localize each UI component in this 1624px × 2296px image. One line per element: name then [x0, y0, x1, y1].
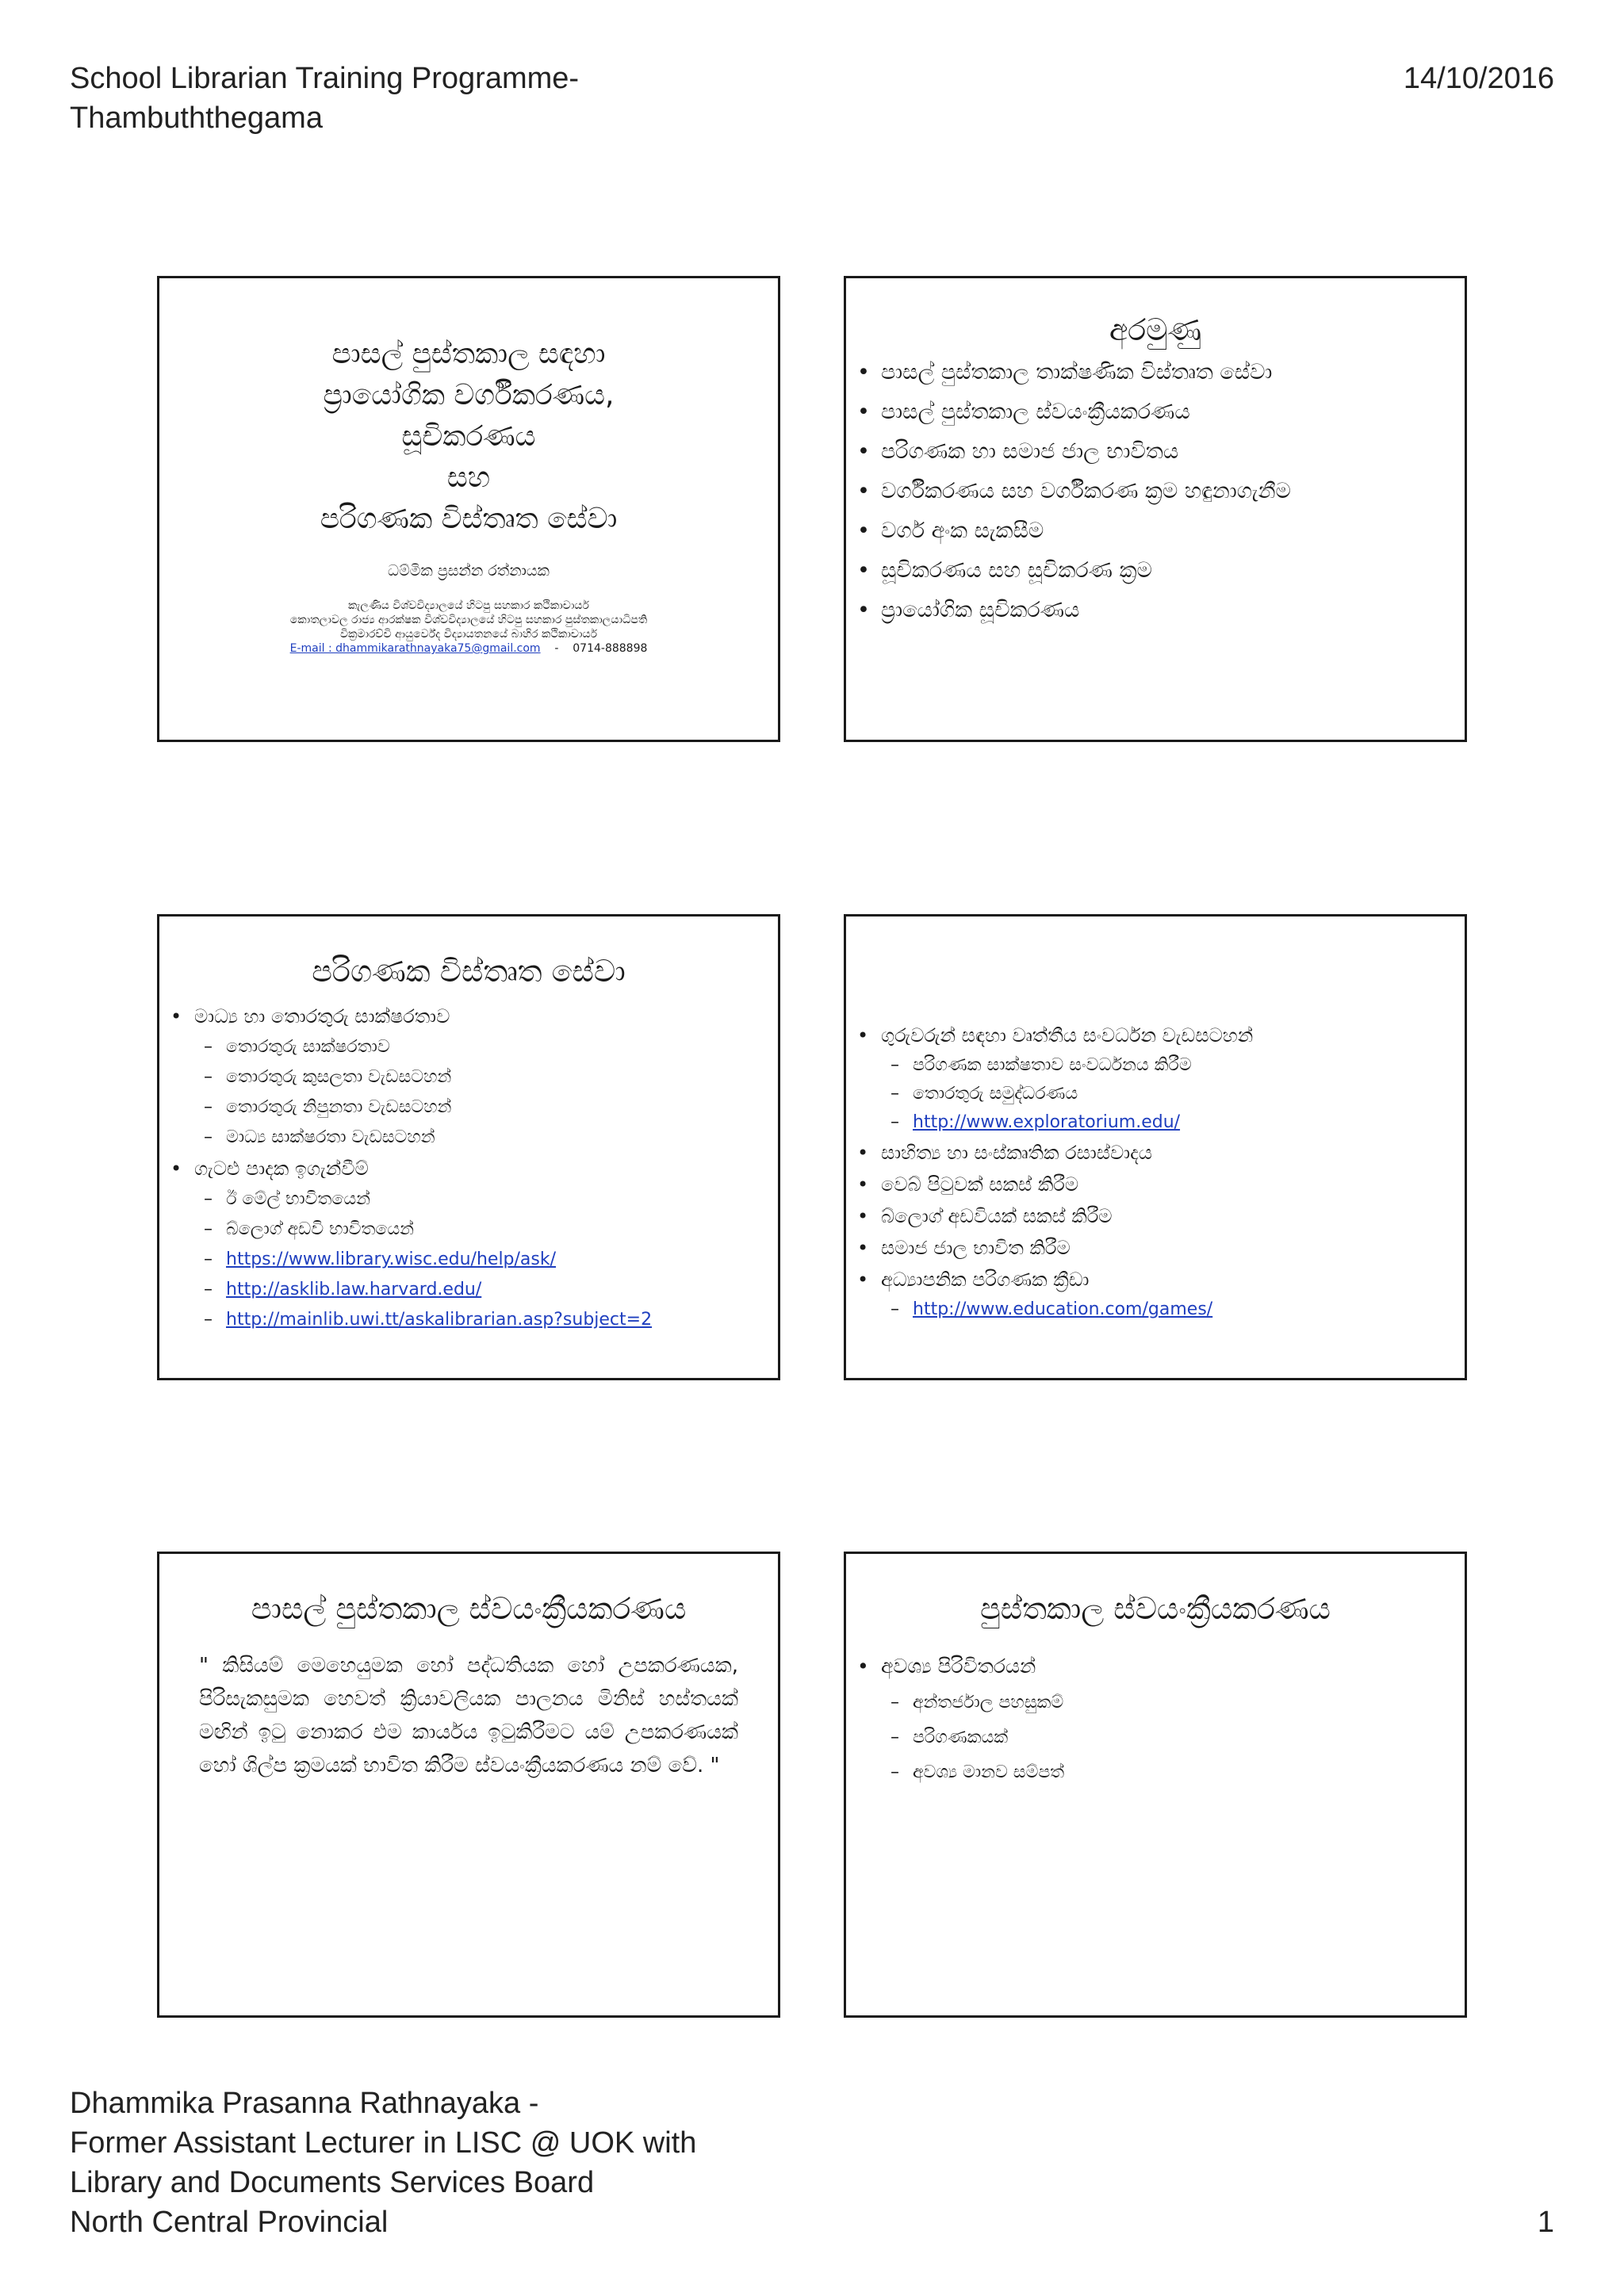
list-item: • සමාජ ජාල භාවිත කිරීම [881, 1232, 1465, 1264]
list-item: • වර්ග අංක සැකසීම [881, 511, 1465, 551]
sub-item [226, 1275, 778, 1305]
list-item: • පරිගණක හා සමාජ ජාල භාවිතය [881, 432, 1465, 472]
affiliation-line: වික්‍රමාරච්චි ආයුර්වේද විද්‍යායතනයේ බාහිර කථිකාචාර්ය [339, 628, 598, 641]
list-item: • වෙබ් පිටුවක් සකස් කිරීම [881, 1169, 1465, 1200]
sub-list [881, 1295, 1465, 1324]
sub-item [913, 1108, 1465, 1137]
link-education-games[interactable]: http://www.education.com/games/ [913, 1299, 1213, 1319]
sub-item: – තොරතුරු සාක්ෂරතාව [226, 1032, 778, 1062]
footer-line: Former Assistant Lecturer in LISC @ UOK with [70, 2126, 697, 2160]
list-item: • පාසල් පුස්තකාල ස්වයංක්‍රීයකරණය [881, 392, 1465, 432]
list-item [881, 1647, 1465, 1790]
list-item: • ප්‍රායෝගික සූචිකරණය [881, 591, 1465, 630]
header-title-line1: School Librarian Training Programme- [70, 62, 580, 95]
slide-1-affiliations [159, 599, 778, 641]
slide-2-title: අරමුණු [1109, 312, 1202, 347]
services-list [846, 1020, 1465, 1324]
sub-item: – තොරතුරු කුසලතා වැඩසටහන් [226, 1062, 778, 1093]
sub-item [913, 1295, 1465, 1324]
slide-1-title-line: සහ [446, 461, 491, 494]
slide-services-continued [844, 914, 1467, 1380]
sub-list [194, 1032, 778, 1153]
list-item: • සූචිකරණය සහ සූචිකරණ ක්‍රම [881, 551, 1465, 591]
document-footer [70, 2084, 863, 2242]
sub-item: – පරිගණකයක් [913, 1720, 1465, 1755]
contact-separator: - [554, 642, 559, 655]
group-label: ගැටළු පාදක ඉගැන්වීම් [194, 1158, 369, 1180]
slide-1-contact [159, 641, 778, 656]
slide-1-title-line: පරිගණක විස්තෘත සේවා [320, 503, 618, 535]
slide-objectives [844, 276, 1467, 742]
slide-5-title: පාසල් පුස්තකාල ස්වයංක්‍රීයකරණය [251, 1591, 687, 1626]
link-harvard[interactable]: http://asklib.law.harvard.edu/ [226, 1280, 482, 1299]
sub-item: – මාධ්‍ය සාක්ෂරතා වැඩසටහන් [226, 1123, 778, 1153]
list-item [881, 1020, 1465, 1137]
document-header-title [70, 59, 704, 138]
sub-item: – පරිගණක සාක්ෂතාව සංවර්ධනය කිරීම [913, 1051, 1465, 1080]
phone-number: 0714-888898 [573, 642, 648, 655]
footer-line: North Central Provincial [70, 2206, 389, 2239]
objectives-list [846, 353, 1465, 630]
definition-quote: " කිසියම් මෙහෙයුමක හෝ පද්ධතියක හෝ උපකරණයක, පිරිසැකසුමක හෙවත් ක්‍රියාවලියක පාලනය මිනිස් හස්තයක් මඟින් ඉටු නොකර එම කාර්යය ඉටුකිරීමට යම් උපකරණයක් හෝ ශිල්ප ක්‍රමයක් භාවිත කිරීම ස්වයංක්‍රීයකරණය නම් වේ. " [199, 1654, 738, 1777]
requirements-list [846, 1647, 1465, 1790]
sub-item: – අවශ්‍ය මානව සම්පත් [913, 1755, 1465, 1790]
sub-item: – අන්තර්ජාල පහසුකම් [913, 1686, 1465, 1720]
item-label: ගුරුවරුන් සඳහා වෘත්තීය සංවර්ධන වැඩසටහන් [881, 1024, 1254, 1047]
header-date: 14/10/2016 [1403, 62, 1554, 95]
list-item [881, 1264, 1465, 1324]
list-item: • සාහිත්‍ය හා සංස්කෘතික රසාස්වාදය [881, 1137, 1465, 1169]
slide-3-title: පරිගණක විස්තෘත සේවා [312, 954, 626, 989]
slide-1-title-block [159, 334, 778, 540]
slide-computer-services [157, 914, 780, 1380]
sub-list [881, 1051, 1465, 1137]
list-item: • වර්ගීකරණය සහ වර්ගීකරණ ක්‍රම හඳුනාගැනීම [881, 472, 1465, 511]
affiliation-line: කොතලාවල රාජ්‍ය ආරක්ෂක විශ්වවිද්‍යාලයේ හිටපු සහකාර පුස්තකාලයාධිපති [289, 614, 648, 626]
list-item [194, 1153, 778, 1335]
item-label: අවශ්‍ය පිරිවිතරයන් [881, 1655, 1036, 1678]
slide-1-title-line: සූචිකරණය [401, 420, 536, 453]
sub-item: – තොරතුරු නිපුනතා වැඩසටහන් [226, 1093, 778, 1123]
footer-line: Library and Documents Services Board [70, 2166, 595, 2199]
slide-6-title: පුස්තකාල ස්වයංක්‍රීයකරණය [980, 1591, 1331, 1626]
sub-list [194, 1184, 778, 1335]
list-item: • බ්ලොග් අඩවියක් සකස් කිරීම [881, 1200, 1465, 1232]
slide-1-author: ධම්මික ප්‍රසන්න රත්නායක [388, 562, 550, 580]
page-number: 1 [1537, 2206, 1554, 2239]
sub-item: – බ්ලොග් අඩවි භාවිතයෙන් [226, 1215, 778, 1245]
slide-automation-requirements [844, 1552, 1467, 2018]
sub-list [881, 1686, 1465, 1790]
slide-1-title-line: ප්‍රායෝගික වර්ගීකරණය, [323, 379, 615, 411]
header-title-line2: Thambuththegama [70, 101, 323, 135]
sub-item: – ඊ මේල් භාවිතයෙන් [226, 1184, 778, 1215]
slide-automation-definition [157, 1552, 780, 2018]
sub-item: – තොරතුරු සමුද්ධරණය [913, 1080, 1465, 1108]
list-item [194, 1001, 778, 1153]
services-list [159, 1001, 778, 1335]
link-exploratorium[interactable]: http://www.exploratorium.edu/ [913, 1112, 1181, 1132]
footer-line: Dhammika Prasanna Rathnayaka - [70, 2087, 539, 2120]
link-wisc[interactable]: https://www.library.wisc.edu/help/ask/ [226, 1249, 557, 1269]
affiliation-line: කැලණිය විශ්වවිද්‍යාලයේ හිටපු සහකාර කථිකාචාර්ය [348, 599, 589, 612]
email-link[interactable]: E-mail : dhammikarathnayaka75@gmail.com [289, 642, 541, 655]
slide-title [157, 276, 780, 742]
item-label: අධ්‍යාපනික පරිගණක ක්‍රීඩා [881, 1269, 1090, 1291]
slide-1-title-line: පාසල් පුස්තකාල සඳහා [331, 338, 606, 370]
sub-item [226, 1245, 778, 1275]
list-item: • පාසල් පුස්තකාල තාක්ෂණික විස්තෘත සේවා [881, 353, 1465, 392]
sub-item [226, 1305, 778, 1335]
link-uwi[interactable]: http://mainlib.uwi.tt/askalibrarian.asp?subject=2 [226, 1310, 653, 1330]
group-label: මාධ්‍ය හා තොරතුරු සාක්ෂරතාව [194, 1005, 450, 1027]
